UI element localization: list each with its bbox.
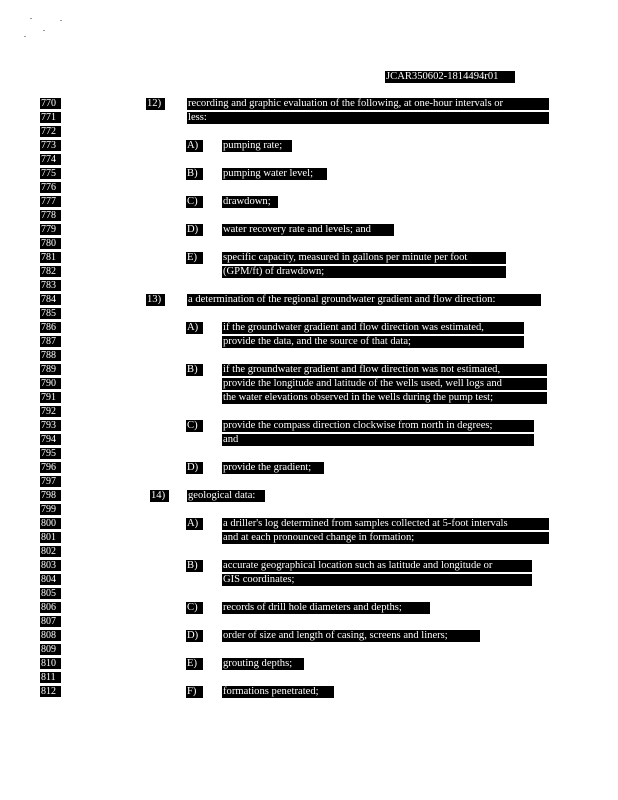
item-12e-text: (GPM/ft) of drawdown; (222, 266, 506, 278)
line-number: 807 (40, 616, 61, 627)
item-13b-text: provide the longitude and latitude of the wells used, well logs and (222, 378, 547, 390)
item-14f-label: F) (186, 686, 203, 698)
line-number: 809 (40, 644, 61, 655)
line-number: 773 (40, 140, 61, 151)
line-number: 806 (40, 602, 61, 613)
line-number: 795 (40, 448, 61, 459)
line-number: 777 (40, 196, 61, 207)
item-12b-label: B) (186, 168, 203, 180)
item-14e-label: E) (186, 658, 203, 670)
item-12a-label: A) (186, 140, 203, 152)
line-number: 778 (40, 210, 61, 221)
item-14c-label: C) (186, 602, 203, 614)
line-number: 774 (40, 154, 61, 165)
item-13b-text: if the groundwater gradient and flow direction was not estimated, (222, 364, 547, 376)
line-number: 785 (40, 308, 61, 319)
item-12e-text: specific capacity, measured in gallons per minute per foot (222, 252, 506, 264)
line-number: 770 (40, 98, 61, 109)
item-14d-label: D) (186, 630, 203, 642)
item-12c-label: C) (186, 196, 203, 208)
line-number: 803 (40, 560, 61, 571)
item-13d-label: D) (186, 462, 203, 474)
item-13a-label: A) (186, 322, 203, 334)
item-12d-text: water recovery rate and levels; and (222, 224, 394, 236)
line-number: 771 (40, 112, 61, 123)
line-number: 772 (40, 126, 61, 137)
line-number: 783 (40, 280, 61, 291)
item-13c-text: provide the compass direction clockwise from north in degrees; (222, 420, 534, 432)
line-number: 798 (40, 490, 61, 501)
line-number: 811 (40, 672, 61, 683)
item-13-text: a determination of the regional groundwater gradient and flow direction: (187, 294, 541, 306)
item-12a-text: pumping rate; (222, 140, 292, 152)
item-14a-text: a driller's log determined from samples collected at 5-foot intervals (222, 518, 549, 530)
item-14b-label: B) (186, 560, 203, 572)
line-number: 784 (40, 294, 61, 305)
item-13a-text: provide the data, and the source of that data; (222, 336, 524, 348)
line-number: 789 (40, 364, 61, 375)
item-13c-label: C) (186, 420, 203, 432)
item-14-text: geological data: (187, 490, 265, 502)
item-13b-text: the water elevations observed in the wells during the pump test; (222, 392, 547, 404)
item-13c-text: and (222, 434, 534, 446)
item-14e-text: grouting depths; (222, 658, 304, 670)
item-12d-label: D) (186, 224, 203, 236)
item-13d-text: provide the gradient; (222, 462, 324, 474)
item-14d-text: order of size and length of casing, screens and liners; (222, 630, 480, 642)
line-number: 801 (40, 532, 61, 543)
line-number: 802 (40, 546, 61, 557)
item-14-label: 14) (150, 490, 169, 502)
item-14b-text: accurate geographical location such as latitude and longitude or (222, 560, 532, 572)
line-number: 805 (40, 588, 61, 599)
line-number: 793 (40, 420, 61, 431)
line-number: 808 (40, 630, 61, 641)
document-id: JCAR350602-1814494r01 (385, 71, 515, 83)
line-number: 797 (40, 476, 61, 487)
item-12c-text: drawdown; (222, 196, 278, 208)
line-number: 788 (40, 350, 61, 361)
item-14b-text: GIS coordinates; (222, 574, 532, 586)
item-14f-text: formations penetrated; (222, 686, 334, 698)
item-12b-text: pumping water level; (222, 168, 327, 180)
item-12-text: less: (187, 112, 549, 124)
item-13a-text: if the groundwater gradient and flow direction was estimated, (222, 322, 524, 334)
line-number: 790 (40, 378, 61, 389)
line-number: 791 (40, 392, 61, 403)
line-number: 794 (40, 434, 61, 445)
item-14a-label: A) (186, 518, 203, 530)
item-12e-label: E) (186, 252, 203, 264)
item-14c-text: records of drill hole diameters and depths; (222, 602, 430, 614)
line-number: 796 (40, 462, 61, 473)
line-number: 804 (40, 574, 61, 585)
line-number: 799 (40, 504, 61, 515)
line-number: 780 (40, 238, 61, 249)
item-13-label: 13) (146, 294, 165, 306)
line-number: 800 (40, 518, 61, 529)
line-number: 786 (40, 322, 61, 333)
line-number: 787 (40, 336, 61, 347)
line-number: 792 (40, 406, 61, 417)
item-12-label: 12) (146, 98, 165, 110)
item-13b-label: B) (186, 364, 203, 376)
line-number: 779 (40, 224, 61, 235)
line-number: 781 (40, 252, 61, 263)
line-number: 812 (40, 686, 61, 697)
item-14a-text: and at each pronounced change in formation; (222, 532, 549, 544)
line-number: 776 (40, 182, 61, 193)
line-number: 782 (40, 266, 61, 277)
line-number: 775 (40, 168, 61, 179)
line-number: 810 (40, 658, 61, 669)
item-12-text: recording and graphic evaluation of the following, at one-hour intervals or (187, 98, 549, 110)
